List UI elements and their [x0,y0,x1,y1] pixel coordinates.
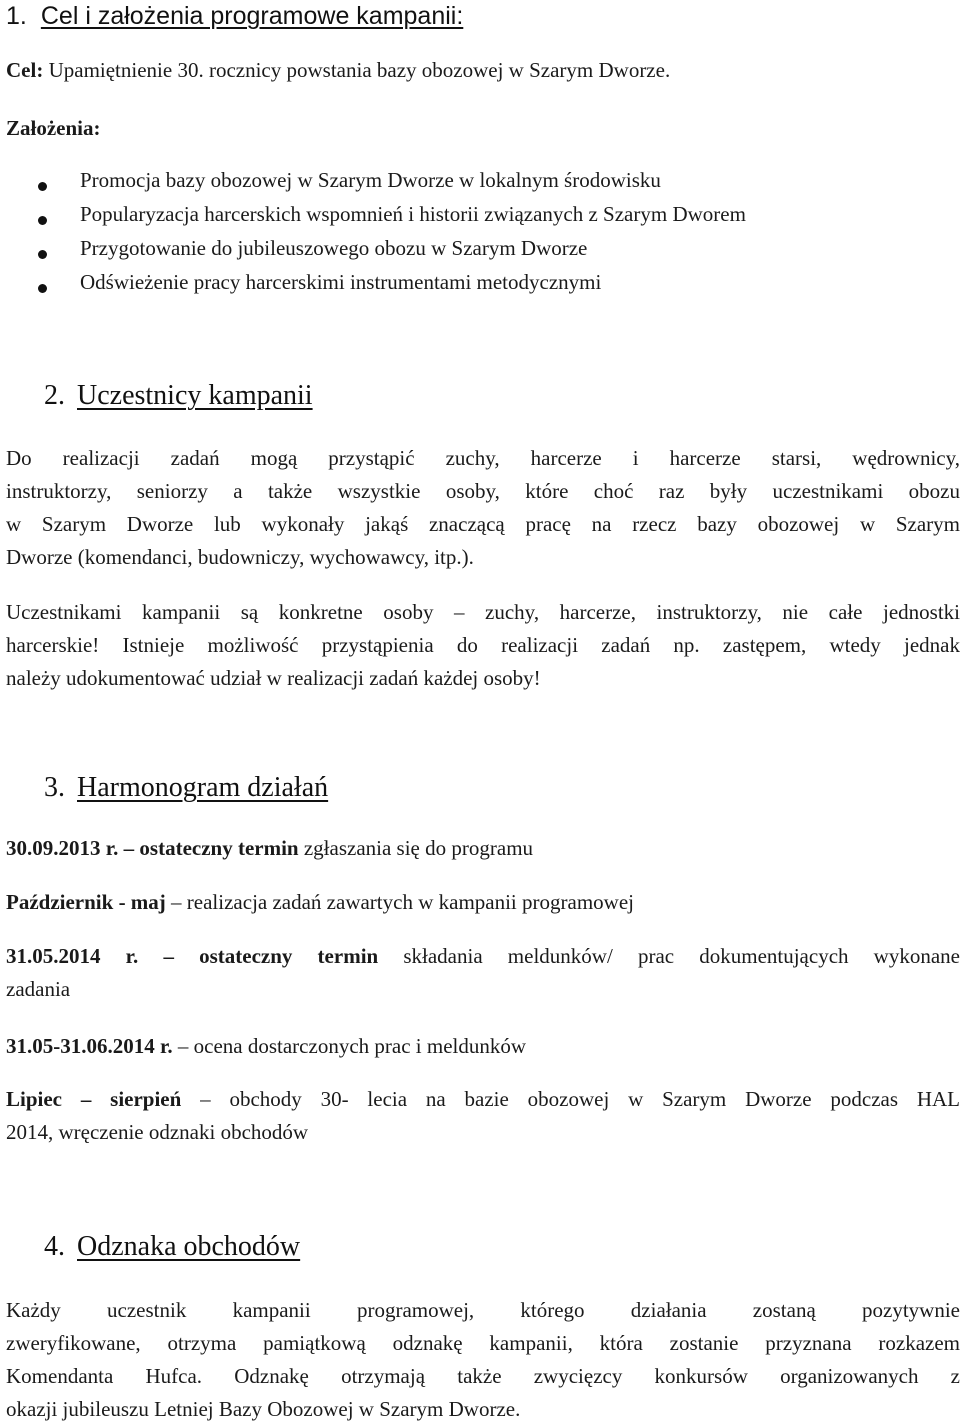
list-item: Promocja bazy obozowej w Szarym Dworze w lokalnym środowisku [80,168,661,192]
schedule-separator: – [181,1087,230,1111]
schedule-separator: – [165,890,187,914]
badge-paragraph [6,1294,960,1426]
assumptions-label [6,112,101,145]
paragraph-line: zweryfikowane, otrzyma pamiątkową odznakę kampanii, która zostanie przyznana rozkazem [6,1331,960,1355]
schedule-text: składania meldunków/ prac dokumentujących wykonane [378,944,960,968]
section3-heading [44,772,328,804]
section2-number: 2. [44,380,65,411]
schedule-item [6,1083,960,1149]
schedule-date: 31.05.2014 r. [6,944,139,968]
schedule-bold-label: ostateczny termin [139,836,299,860]
schedule-bold-label: ostateczny termin [199,944,379,968]
paragraph-line: Uczestnikami kampanii są konkretne osoby – zuchy, harcerze, instruktorzy, nie całe jednostki [6,600,960,624]
schedule-item [6,940,960,1006]
paragraph-line: instruktorzy, seniorzy a także wszystkie osoby, które choć raz były uczestnikami obozu [6,479,960,503]
bullet-icon [38,182,47,191]
bullet-icon [38,216,47,225]
goal-text: Upamiętnienie 30. rocznicy powstania bazy obozowej w Szarym Dworze. [48,58,671,82]
section1-title: Cel i założenia programowe kampanii: [40,2,464,30]
schedule-separator: – [118,836,140,860]
section1-heading [6,2,463,31]
goal-line [6,54,670,87]
section4-heading [44,1231,300,1263]
section3-number: 3. [44,772,65,803]
section2-heading [44,380,313,412]
schedule-text: ocena dostarczonych prac i meldunków [193,1034,527,1058]
list-item: Odświeżenie pracy harcerskimi instrumentami metodycznymi [80,270,602,294]
participants-paragraph-2 [6,596,960,695]
schedule-text: realizacja zadań zawartych w kampanii programowej [186,890,634,914]
section3-title: Harmonogram działań [77,772,329,803]
list-item: Przygotowanie do jubileuszowego obozu w Szarym Dworze [80,236,588,260]
schedule-date: 30.09.2013 r. [6,836,119,860]
schedule-date: 31.05-31.06.2014 r. [6,1034,173,1058]
schedule-date: Październik - maj [6,890,166,914]
schedule-item [6,886,634,919]
schedule-separator: – [172,1034,194,1058]
paragraph-line: Komendanta Hufca. Odznakę otrzymają także zwycięzcy konkursów organizowanych z [6,1364,960,1388]
schedule-date: Lipiec – sierpień [6,1087,182,1111]
paragraph-line: Do realizacji zadań mogą przystąpić zuchy, harcerze i harcerze starsi, wędrownicy, [6,446,960,470]
section4-number: 4. [44,1231,65,1262]
schedule-text: obchody 30- lecia na bazie obozowej w Szarym Dworze podczas HAL [229,1087,960,1111]
schedule-text-continued: zadania [6,977,71,1001]
paragraph-line: należy udokumentować udział w realizacji zadań każdej osoby! [6,666,541,690]
section4-title: Odznaka obchodów [77,1231,301,1262]
goal-label: Cel: [6,58,44,82]
paragraph-line: harcerskie! Istnieje możliwość przystąpienia do realizacji zadań np. zastępem, wtedy jednak [6,633,960,657]
schedule-separator: – [138,944,200,968]
section2-title: Uczestnicy kampanii [77,380,313,411]
bullet-icon [38,250,47,259]
schedule-text-continued: 2014, wręczenie odznaki obchodów [6,1120,309,1144]
paragraph-line: Każdy uczestnik kampanii programowej, którego działania zostaną pozytywnie [6,1298,960,1322]
paragraph-line: w Szarym Dworze lub wykonały jakąś znaczącą pracę na rzecz bazy obozowej w Szarym [6,512,960,536]
schedule-text: zgłaszania się do programu [298,836,534,860]
section1-number: 1. [6,2,27,30]
schedule-item [6,832,533,865]
list-item: Popularyzacja harcerskich wspomnień i historii związanych z Szarym Dworem [80,202,746,226]
participants-paragraph-1 [6,442,960,574]
schedule-item [6,1030,526,1063]
paragraph-line: Dworze (komendanci, budowniczy, wychowawcy, itp.). [6,545,474,569]
bullet-icon [38,284,47,293]
assumptions-label-text: Założenia: [6,116,101,140]
paragraph-line: okazji jubileuszu Letniej Bazy Obozowej w Szarym Dworze. [6,1397,521,1421]
